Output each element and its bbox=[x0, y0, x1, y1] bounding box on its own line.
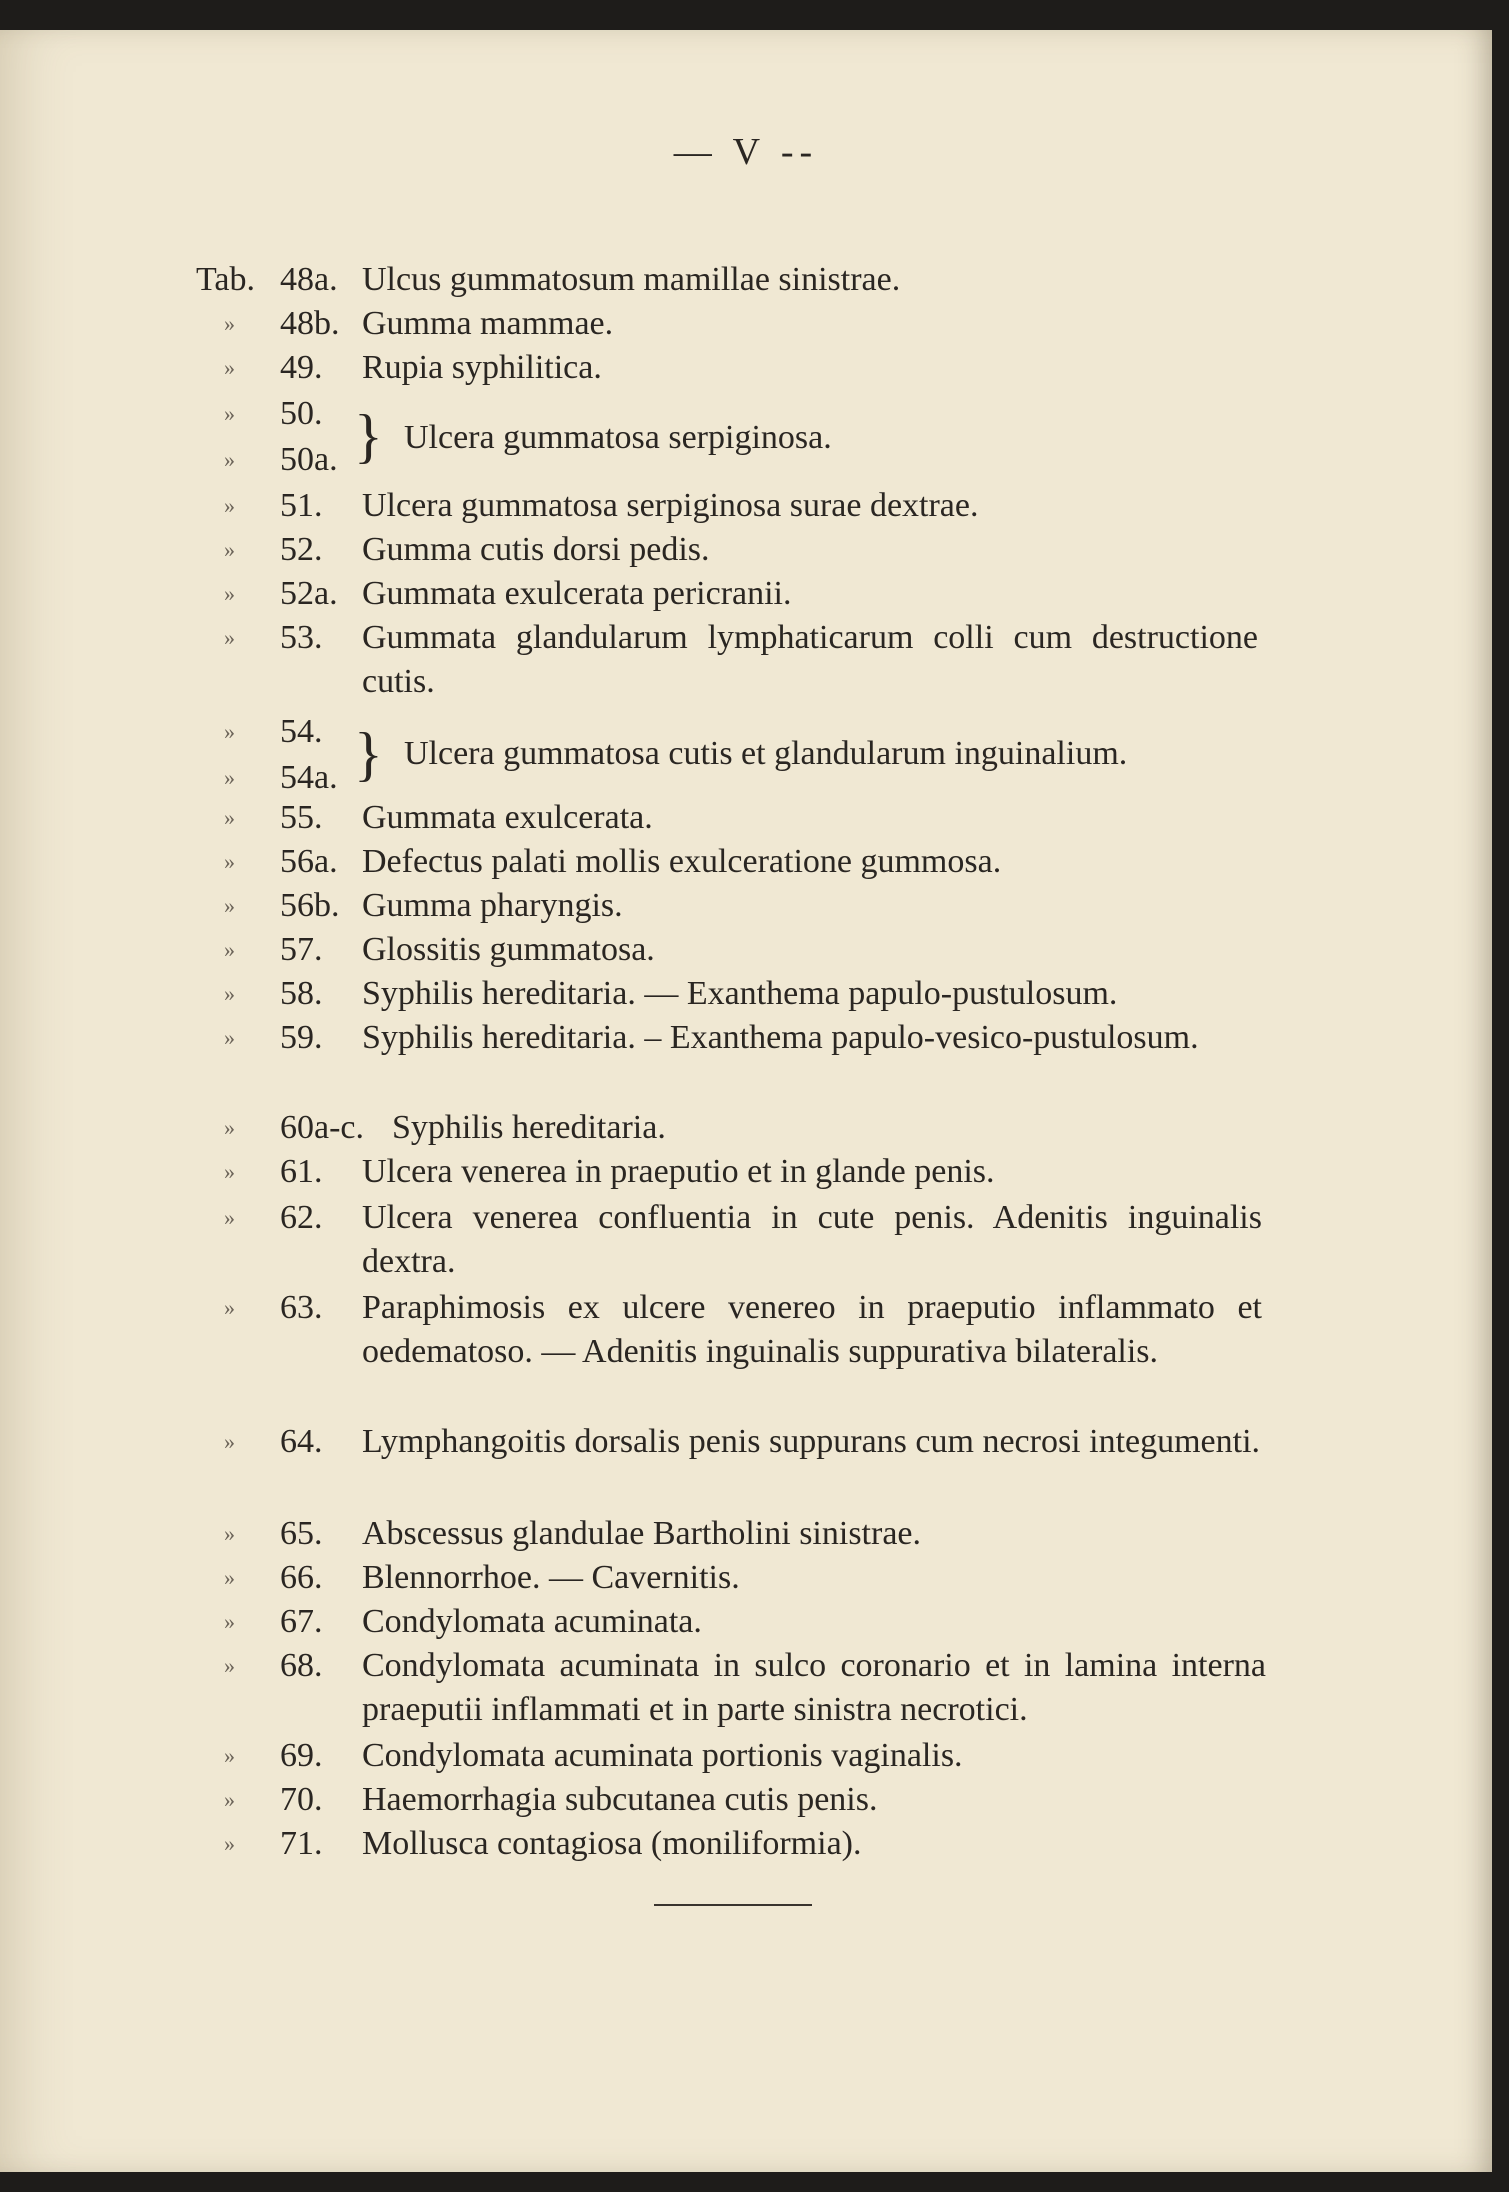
entry-number: 61. bbox=[280, 1153, 323, 1190]
entry-number: 49. bbox=[280, 349, 323, 386]
entry-number: 63. bbox=[280, 1289, 323, 1326]
entry-number: 55. bbox=[280, 799, 323, 836]
entry-number: 52a. bbox=[280, 575, 338, 612]
entry-number: 54. bbox=[280, 713, 323, 750]
entry-description: Blennorrhoe. — Cavernitis. bbox=[362, 1559, 740, 1596]
ditto-mark: » bbox=[224, 1521, 235, 1546]
entry-description: Rupia syphilitica. bbox=[362, 349, 602, 386]
ditto-mark: » bbox=[224, 1787, 235, 1812]
entry-number: 50. bbox=[280, 395, 323, 432]
entry-number: 70. bbox=[280, 1781, 323, 1818]
entry-description: Syphilis hereditaria. — Exanthema papulo-pustulosum. bbox=[362, 975, 1118, 1012]
entry-number: 56a. bbox=[280, 843, 338, 880]
ditto-mark: » bbox=[224, 1743, 235, 1768]
ditto-mark: » bbox=[224, 893, 235, 918]
ditto-mark: » bbox=[224, 981, 235, 1006]
entry-number: 58. bbox=[280, 975, 323, 1012]
entry-description: Gumma mammae. bbox=[362, 305, 614, 342]
ditto-mark: » bbox=[224, 1295, 235, 1320]
ditto-mark: » bbox=[224, 1831, 235, 1856]
entry-description: Gumma cutis dorsi pedis. bbox=[362, 531, 710, 568]
ditto-mark: » bbox=[224, 765, 235, 790]
ditto-mark: » bbox=[224, 805, 235, 830]
ditto-mark: » bbox=[224, 1025, 235, 1050]
ditto-mark: » bbox=[224, 355, 235, 380]
entry-number: 69. bbox=[280, 1737, 323, 1774]
ditto-mark: » bbox=[224, 1115, 235, 1140]
entry-description: Ulcus gummatosum mamillae sinistrae. bbox=[362, 261, 901, 298]
ditto-mark: » bbox=[224, 447, 235, 472]
ditto-mark: » bbox=[224, 1159, 235, 1184]
ditto-mark: » bbox=[224, 1653, 235, 1678]
entry-number: 54a. bbox=[280, 759, 338, 796]
ditto-mark: » bbox=[224, 401, 235, 426]
entry-number: 71. bbox=[280, 1825, 323, 1862]
entry-number: 52. bbox=[280, 531, 323, 568]
ditto-mark: » bbox=[224, 1565, 235, 1590]
entry-description: Condylomata acuminata portionis vaginalis. bbox=[362, 1737, 963, 1774]
entry-number: 57. bbox=[280, 931, 323, 968]
entry-number: 68. bbox=[280, 1647, 323, 1684]
tab-prefix: Tab. bbox=[196, 261, 255, 298]
entry-description: Gumma pharyngis. bbox=[362, 887, 623, 924]
group-brace: } bbox=[354, 403, 383, 469]
entry-description: Mollusca contagiosa (moniliformia). bbox=[362, 1825, 862, 1862]
ditto-mark: » bbox=[224, 1609, 235, 1634]
entry-number: 48a. bbox=[280, 261, 338, 298]
entry-description: Paraphimosis ex ulcere venereo in praeputio inflammato et oedematoso. — Adenitis inguinalis suppurativa bilateralis. bbox=[362, 1289, 1262, 1370]
entry-number: 65. bbox=[280, 1515, 323, 1552]
entry-description: Glossitis gummatosa. bbox=[362, 931, 655, 968]
entry-description: Ulcera gummatosa serpiginosa surae dextrae. bbox=[362, 487, 979, 524]
entry-description: Gummata glandularum lymphaticarum colli cum destructione cutis. bbox=[362, 619, 1258, 700]
ditto-mark: » bbox=[224, 1429, 235, 1454]
entry-number: 60a-c. bbox=[280, 1109, 365, 1146]
ditto-mark: » bbox=[224, 849, 235, 874]
entry-number: 66. bbox=[280, 1559, 323, 1596]
entry-description: Lymphangoitis dorsalis penis suppurans cum necrosi integumenti. bbox=[362, 1423, 1261, 1460]
page-number: — V -- bbox=[673, 131, 819, 173]
end-rule bbox=[654, 1904, 812, 1906]
entry-number: 67. bbox=[280, 1603, 323, 1640]
ditto-mark: » bbox=[224, 1205, 235, 1230]
entry-number: 51. bbox=[280, 487, 323, 524]
entry-number: 50a. bbox=[280, 441, 338, 478]
entry-number: 48b. bbox=[280, 305, 340, 342]
ditto-mark: » bbox=[224, 937, 235, 962]
ditto-mark: » bbox=[224, 311, 235, 336]
entry-description: Condylomata acuminata. bbox=[362, 1603, 702, 1640]
ditto-mark: » bbox=[224, 581, 235, 606]
entry-description: Abscessus glandulae Bartholini sinistrae. bbox=[362, 1515, 922, 1552]
group-description: Ulcera gummatosa cutis et glandularum inguinalium. bbox=[404, 735, 1128, 772]
entry-description: Ulcera venerea in praeputio et in glande penis. bbox=[362, 1153, 995, 1190]
ditto-mark: » bbox=[224, 537, 235, 562]
entry-number: 64. bbox=[280, 1423, 323, 1460]
entry-description: Condylomata acuminata in sulco coronario et in lamina interna praeputii inflammati et in parte sinistra necrotici. bbox=[362, 1647, 1266, 1728]
entry-description: Gummata exulcerata pericranii. bbox=[362, 575, 792, 612]
entry-description: Syphilis hereditaria. – Exanthema papulo-vesico-pustulosum. bbox=[362, 1019, 1199, 1056]
ditto-mark: » bbox=[224, 719, 235, 744]
entry-description: Gummata exulcerata. bbox=[362, 799, 653, 836]
group-description: Ulcera gummatosa serpiginosa. bbox=[404, 419, 832, 456]
entry-number: 59. bbox=[280, 1019, 323, 1056]
group-brace: } bbox=[354, 721, 383, 787]
entry-number: 62. bbox=[280, 1199, 323, 1236]
entry-number: 53. bbox=[280, 619, 323, 656]
entry-description: Haemorrhagia subcutanea cutis penis. bbox=[362, 1781, 878, 1818]
ditto-mark: » bbox=[224, 493, 235, 518]
entry-number: 56b. bbox=[280, 887, 340, 924]
entry-description: Syphilis hereditaria. bbox=[392, 1109, 666, 1146]
entry-description: Ulcera venerea confluentia in cute penis. Adenitis inguinalis dextra. bbox=[362, 1199, 1262, 1280]
ditto-mark: » bbox=[224, 625, 235, 650]
book-page bbox=[0, 30, 1492, 2172]
entry-description: Defectus palati mollis exulceratione gummosa. bbox=[362, 843, 1002, 880]
